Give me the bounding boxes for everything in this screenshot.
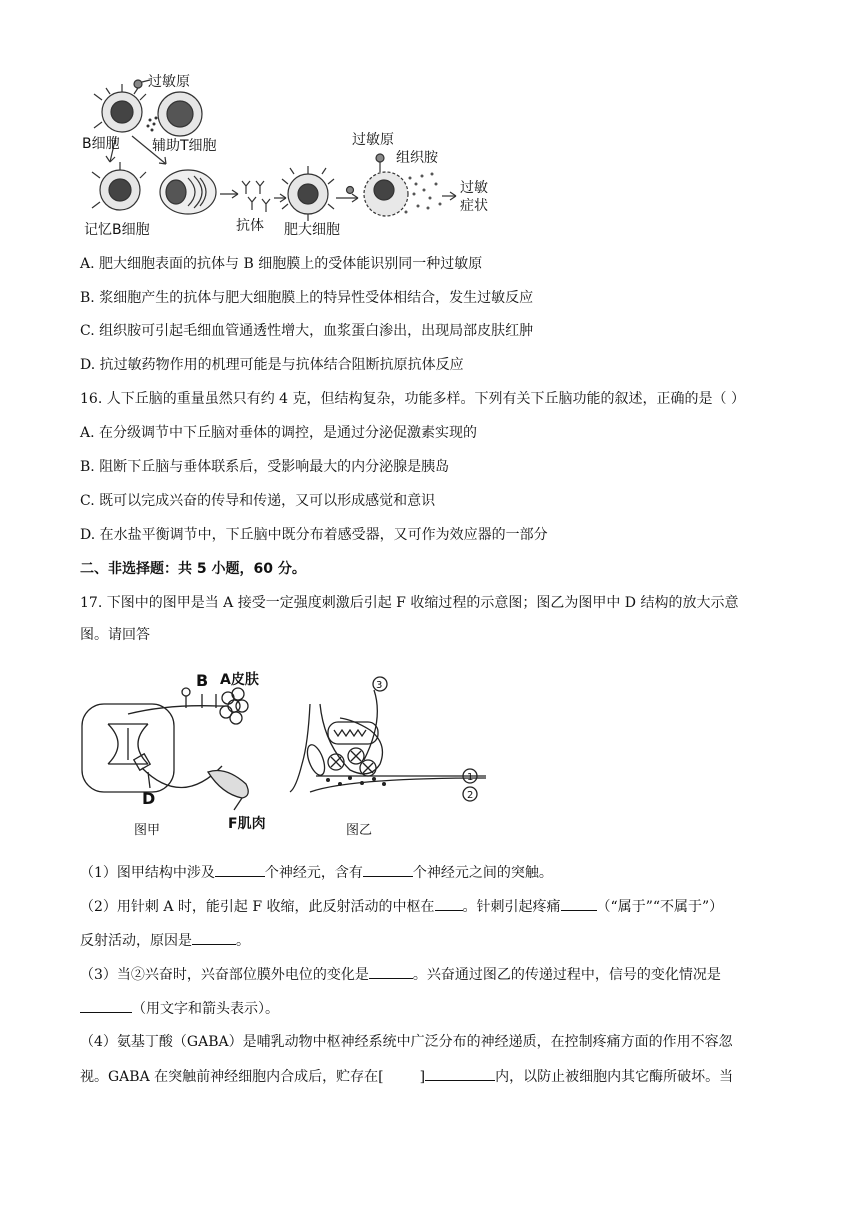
q17-sub2-text-c: （“属于”“不属于”） bbox=[596, 899, 724, 915]
q17-stem-line1: 17. 下图中的图甲是当 A 接受一定强度刺激后引起 F 收缩过程的示意图；图乙为图甲中 D 结构的放大示意 bbox=[80, 595, 739, 611]
q17-sub4-line1: （4）氨基丁酸（GABA）是哺乳动物中枢神经系统中广泛分布的神经递质，在控制疼痛方面的作用不容忽 bbox=[80, 1034, 733, 1050]
memory-b-cell-label: 记忆B细胞 bbox=[84, 222, 150, 238]
q17-sub2-text-a: （2）用针刺 A 时，能引起 F 收缩，此反射活动的中枢在 bbox=[80, 899, 435, 915]
label-f-muscle: F肌肉 bbox=[228, 816, 266, 832]
q17-sub2-text-d: 反射活动，原因是 bbox=[80, 933, 192, 949]
histamine-label: 组织胺 bbox=[396, 150, 438, 166]
reflex-arc-synapse-figure bbox=[78, 664, 498, 842]
answer-blank[interactable] bbox=[435, 896, 463, 911]
q15-option-c: C. 组织胺可引起毛细血管通透性增大，血浆蛋白渗出，出现局部皮肤红肿 bbox=[80, 323, 534, 339]
q17-sub3-text-a: （3）当②兴奋时，兴奋部位膜外电位的变化是 bbox=[80, 967, 369, 983]
antibody-label: 抗体 bbox=[236, 218, 264, 234]
memory-b-cell-drawing bbox=[92, 162, 146, 210]
muscle-drawing bbox=[208, 771, 248, 811]
answer-blank[interactable] bbox=[425, 1066, 495, 1081]
spinal-cord-drawing bbox=[82, 704, 174, 792]
section-title: 二、非选择题：共 5 小题，60 分。 bbox=[80, 561, 306, 577]
mast-cell-drawing bbox=[282, 166, 334, 221]
q16-stem: 16. 人下丘脑的重量虽然只有约 4 克，但结构复杂，功能多样。下列有关下丘脑功能的叙述，正确的是（ ） bbox=[80, 391, 745, 407]
q17-sub4-text-b: ] bbox=[419, 1069, 426, 1085]
allergen-right-label: 过敏原 bbox=[352, 132, 394, 148]
q17-sub2-line2 bbox=[80, 930, 250, 951]
q16-option-a: A. 在分级调节中下丘脑对垂体的调控，是通过分泌促激素实现的 bbox=[80, 425, 478, 441]
q17-stem-line2: 图。请回答 bbox=[80, 627, 150, 643]
answer-blank[interactable] bbox=[369, 964, 413, 979]
helper-t-cell-label: 辅助T细胞 bbox=[152, 138, 217, 154]
answer-blank[interactable] bbox=[561, 896, 597, 911]
mast-cell-label: 肥大细胞 bbox=[284, 222, 340, 238]
b-cell-drawing bbox=[94, 84, 146, 132]
q16-option-d: D. 在水盐平衡调节中，下丘脑中既分布着感受器，又可作为效应器的一部分 bbox=[80, 527, 548, 543]
q17-sub2-line1 bbox=[80, 896, 723, 917]
q17-sub3-line2 bbox=[80, 998, 279, 1019]
synapse-drawing bbox=[290, 677, 486, 801]
q17-sub2-text-b: 。针刺引起疼痛 bbox=[462, 899, 561, 915]
allergy-symptom-label: 过敏症状 bbox=[460, 180, 488, 214]
q17-sub3-line1 bbox=[80, 964, 721, 985]
q15-option-a: A. 肥大细胞表面的抗体与 B 细胞膜上的受体能识别同一种过敏原 bbox=[80, 256, 483, 272]
q17-sub2-text-e: 。 bbox=[236, 933, 250, 949]
q17-sub4-text-a: 视。GABA 在突触前神经细胞内合成后，贮存在[ bbox=[80, 1069, 384, 1085]
q17-sub1 bbox=[80, 862, 553, 883]
b-cell-label: B细胞 bbox=[82, 136, 120, 152]
q17-sub1-text-b: 个神经元，含有 bbox=[264, 865, 363, 881]
q16-option-c: C. 既可以完成兴奋的传导和传递，又可以形成感觉和意识 bbox=[80, 493, 436, 509]
marker-3: 3 bbox=[376, 680, 383, 691]
q17-sub4-line2 bbox=[80, 1066, 733, 1087]
q17-sub1-text-c: 个神经元之间的突触。 bbox=[412, 865, 553, 881]
q17-sub4-text-c: 内，以防止被细胞内其它酶所破坏。当 bbox=[495, 1069, 734, 1085]
answer-blank[interactable] bbox=[363, 862, 413, 877]
q17-sub3-text-c: （用文字和箭头表示）。 bbox=[132, 1001, 279, 1017]
q17-sub1-text-a: （1）图甲结构中涉及 bbox=[80, 865, 215, 881]
q17-sub3-text-b: 。兴奋通过图乙的传递过程中，信号的变化情况是 bbox=[412, 967, 721, 983]
answer-blank[interactable] bbox=[215, 862, 265, 877]
skin-receptor-drawing bbox=[220, 688, 248, 724]
q16-option-b: B. 阻断下丘脑与垂体联系后，受影响最大的内分泌腺是胰岛 bbox=[80, 459, 450, 475]
caption-figure-jia: 图甲 bbox=[134, 823, 161, 838]
label-d: D bbox=[142, 789, 156, 808]
q15-option-d: D. 抗过敏药物作用的机理可能是与抗体结合阻断抗原抗体反应 bbox=[80, 357, 464, 373]
label-b: B bbox=[196, 671, 209, 690]
marker-1: 1 bbox=[467, 772, 474, 783]
allergen-label: 过敏原 bbox=[148, 74, 190, 90]
helper-t-cell-drawing bbox=[158, 92, 202, 136]
answer-blank[interactable] bbox=[192, 930, 236, 945]
marker-2: 2 bbox=[467, 790, 474, 801]
histamine-granules bbox=[405, 173, 442, 214]
caption-figure-yi: 图乙 bbox=[346, 823, 373, 838]
allergy-mechanism-figure bbox=[80, 66, 520, 244]
q15-option-b: B. 浆细胞产生的抗体与肥大细胞膜上的特异性受体相结合，发生过敏反应 bbox=[80, 290, 534, 306]
answer-blank[interactable] bbox=[80, 998, 132, 1013]
plasma-cell-drawing bbox=[160, 170, 216, 214]
label-a-skin: A皮肤 bbox=[220, 672, 259, 688]
